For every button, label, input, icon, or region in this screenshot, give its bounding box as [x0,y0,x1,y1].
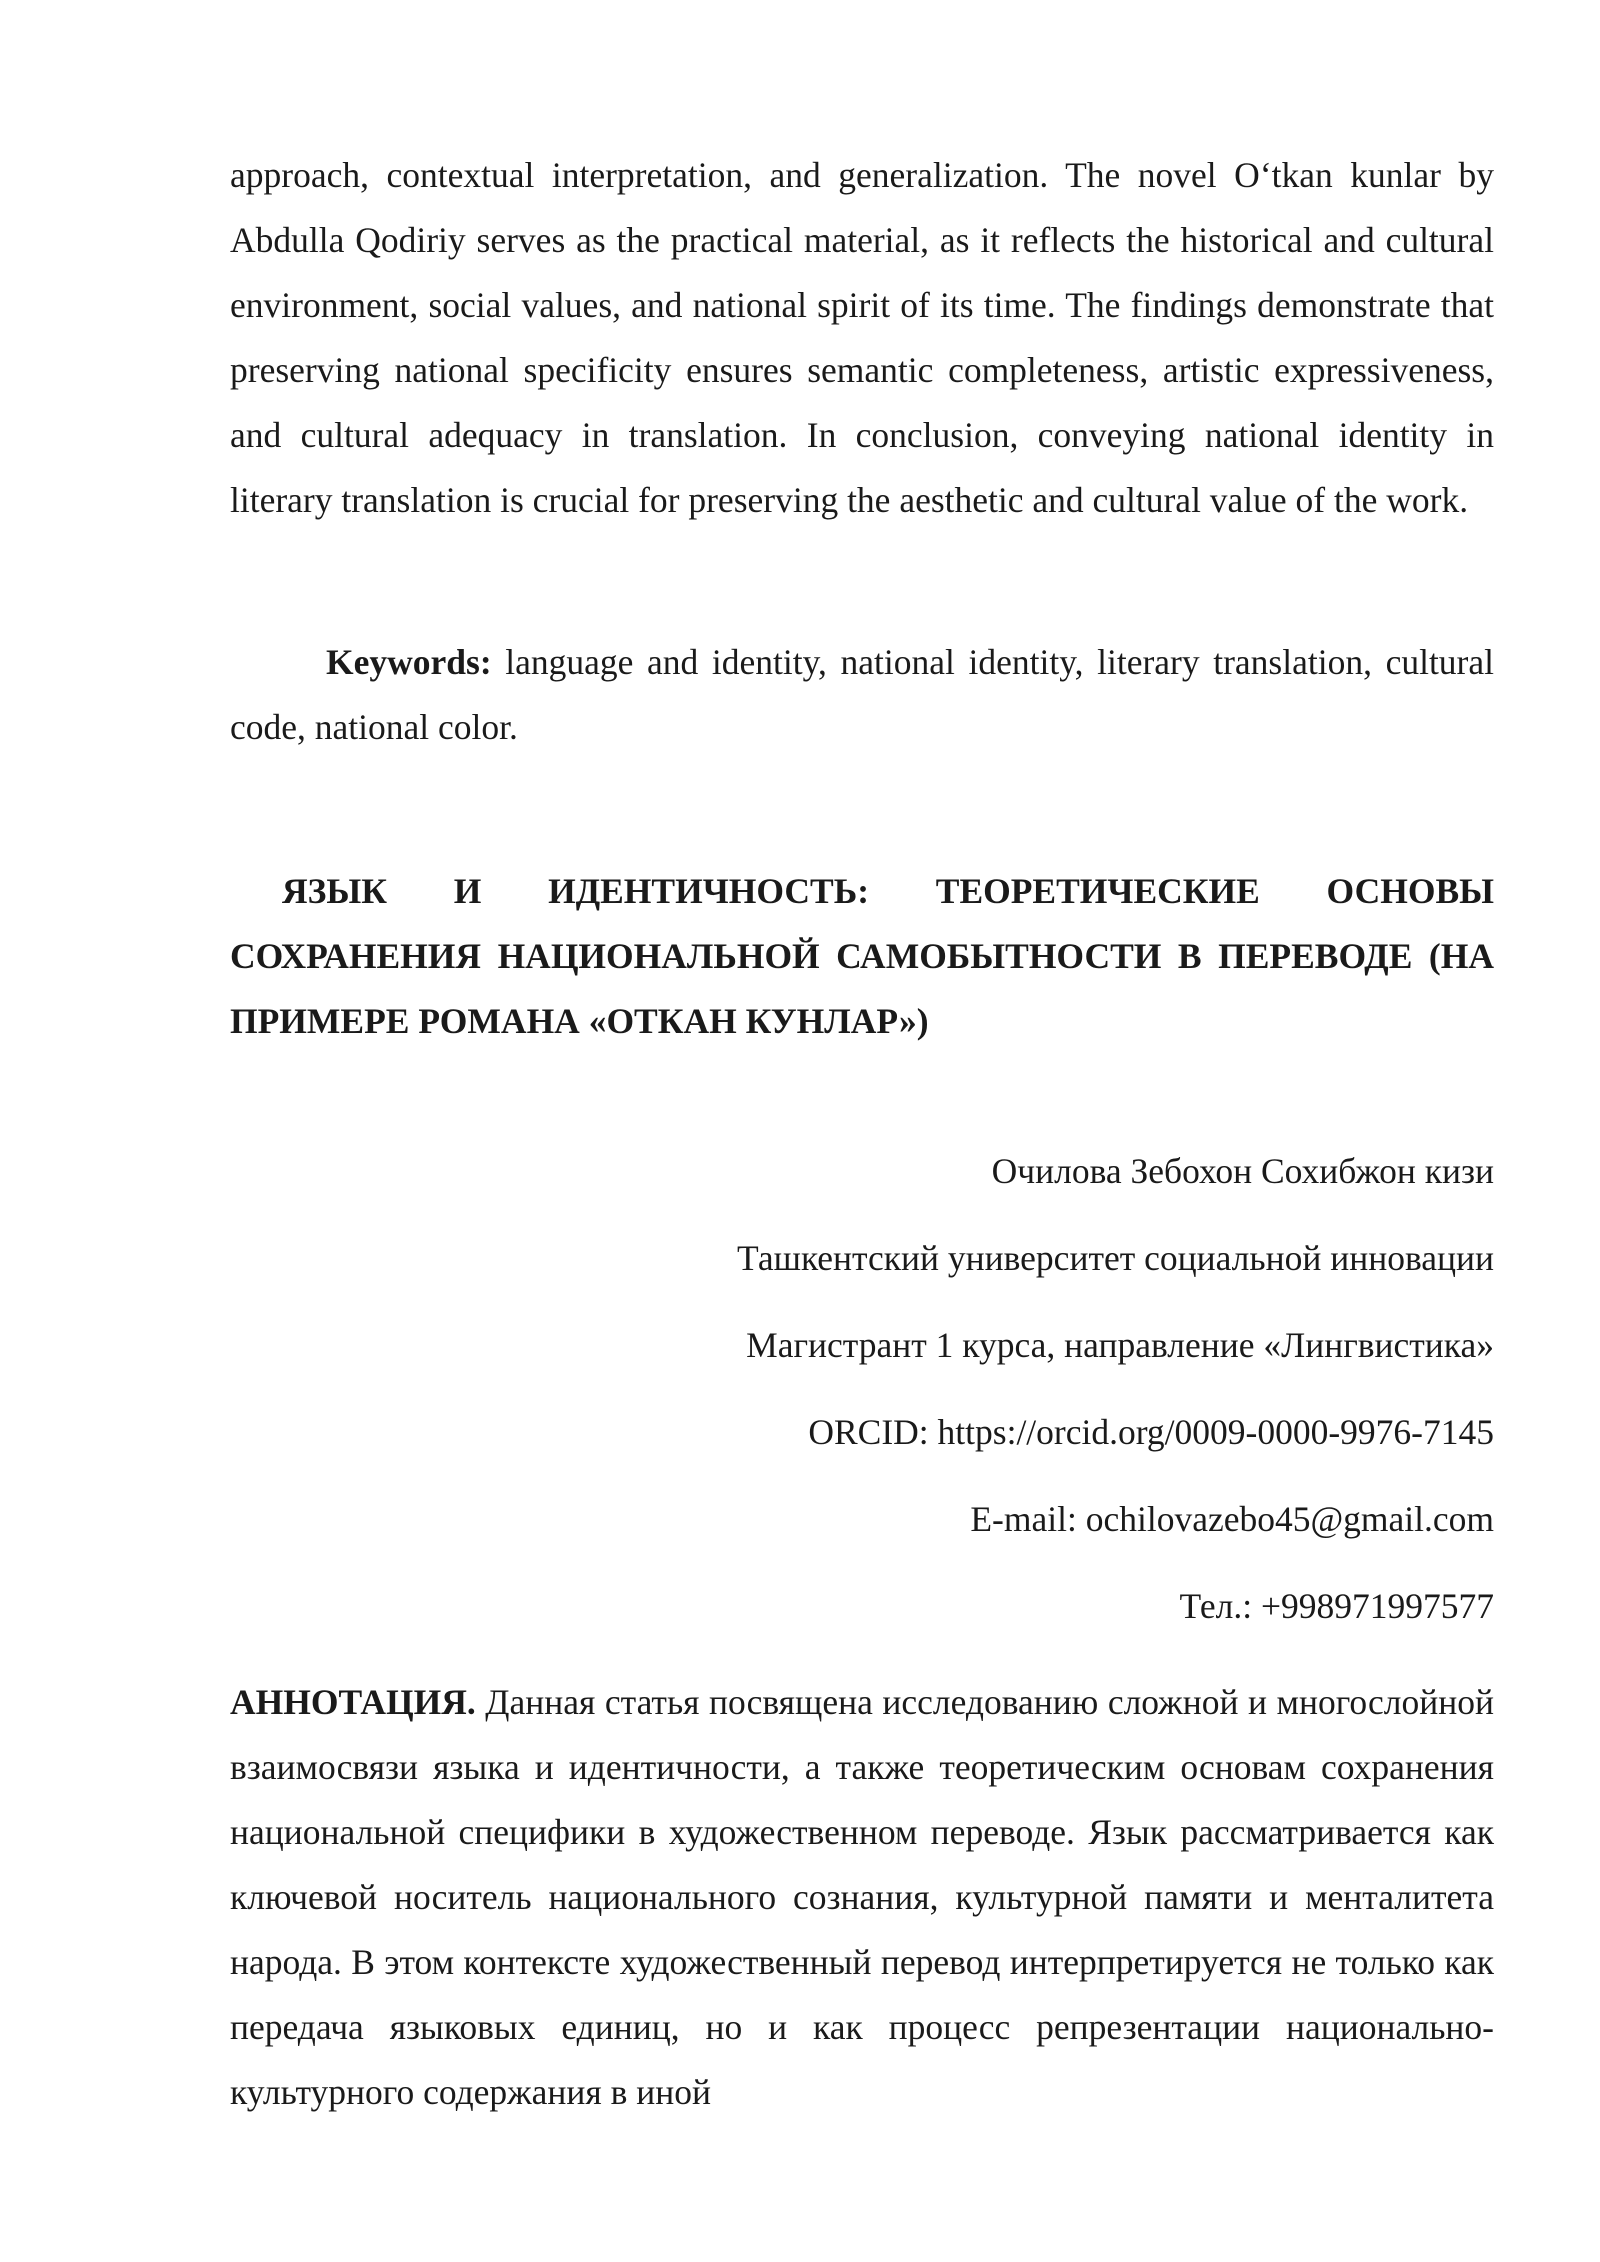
russian-article-title: ЯЗЫК И ИДЕНТИЧНОСТЬ: ТЕОРЕТИЧЕСКИЕ ОСНОВЫ СОХРАНЕНИЯ НАЦИОНАЛЬНОЙ САМОБЫТНОСТИ В ПЕРЕВОДЕ (НА ПРИМЕРЕ РОМАНА «ОТКАН КУНЛАР») [230,871,1494,1041]
keywords-label: Keywords: [326,642,492,682]
author-position: Магистрант 1 курса, направление «Лингвистика» [746,1325,1494,1365]
author-orcid: ORCID: https://orcid.org/0009-0000-9976-7145 [808,1412,1494,1452]
russian-abstract-label: АННОТАЦИЯ. [230,1682,476,1722]
author-info [230,1150,1494,1672]
author-name: Очилова Зебохон Сохибжон кизи [991,1151,1494,1191]
russian-abstract [230,1670,1494,2125]
keywords-paragraph [230,630,1494,760]
english-abstract-continuation: approach, contextual interpretation, and generalization. The novel O‘tkan kunlar by Abdulla Qodiriy serves as the practical material, as it reflects the historical and cultural environment, social values, and national spirit of its time. The findings demonstrate that preserving national specificity ensures semantic completeness, artistic expressiveness, and cultural adequacy in translation. In conclusion, conveying national identity in literary translation is crucial for preserving the aesthetic and cultural value of the work. [230,155,1494,520]
author-phone: Тел.: +998971997577 [1179,1586,1494,1626]
keywords-text: language and identity, national identity, literary translation, cultural code, national color. [230,642,1494,747]
author-email: E-mail: ochilovazebo45@gmail.com [970,1499,1494,1539]
russian-abstract-text: Данная статья посвящена исследованию сложной и многослойной взаимосвязи языка и идентичности, а также теоретическим основам сохранения национальной специфики в художественном переводе. Язык рассматривается как ключевой носитель национального сознания, культурной памяти и менталитета народа. В этом контексте художественный перевод интерпретируется не только как передача языковых единиц, но и как процесс репрезентации национально-культурного содержания в иной [230,1682,1494,2112]
author-affiliation: Ташкентский университет социальной инновации [737,1238,1494,1278]
